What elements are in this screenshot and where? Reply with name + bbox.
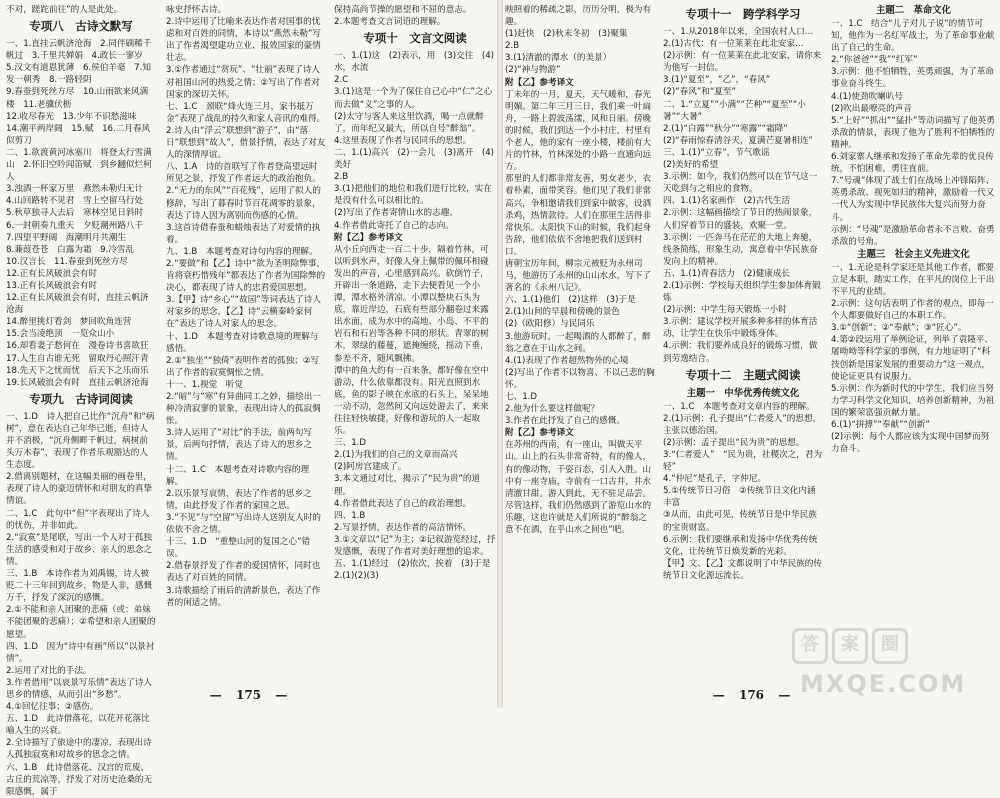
left-page — [0, 0, 497, 797]
subsection-heading: 主题二 革命文化 — [875, 5, 951, 16]
right-page-column-1 — [663, 4, 823, 680]
watermark-box: 答 — [792, 628, 828, 664]
left-page-column-3 — [334, 4, 496, 680]
answer-text: 在苏州的西南，有一座山，叫做天平山。山上的石头非常奇特，有的像人，有的像动物，千姿百态，引人入胜。山中有一座寺庙，寺前有一口古井，井水清澈甘甜。游人到此，无不驻足品尝。 尽管这样，我们仍然感到了游览山水的乐趣，这也许就是人们所说的“醉翁之意不在酒，在乎山水之间也”吧。 — [505, 440, 652, 536]
section-heading: 专项十 文言文阅读 — [363, 31, 467, 46]
answer-text: 一、1.无论是科学家还是其他工作者，都要立足本职，踏实工作，在平凡的岗位上干出不平凡的业绩。 2.示例：这句话表明了作者的观点，即每一个人都要做好自己的本职工作。 3.①“创新”；②“奉献”；③“匠心”。 4.第②段运用了举例论证，列举了袁隆平、屠呦呦等科学家的事例，有力地证明了“科技创新是国家发展的重要动力”这一观点，使论证更具有说服力。 5.示例：作为新时代的中学生，我们应当努力学习科学文化知识，培养创新精神，为祖国的繁荣富强贡献力量。 6.(1)“拼搏”“奉献”“创新” (2)示例：每个人都应该为实现中国梦而努力奋斗。 — [831, 262, 995, 455]
answer-text: 保持高尚节操的愿望和不屈的意志。 2.本题考查文言词语的理解。 — [334, 5, 472, 28]
watermark-box: 案 — [832, 628, 868, 664]
watermark-text: MXQE.COM — [800, 670, 967, 698]
answer-text: 从小丘向西走一百二十步，隔着竹林，可以听到水声，好像人身上佩带的佩环相碰发出的声音，心里感到高兴。砍倒竹子，开辟出一条道路，走下去便看见一个小潭，潭水格外清凉。小潭以整块石头为底，靠近岸边，石底有些部分翻卷过来露出水面，成为水中的高地、小岛、不平的岩石和石岩等各种不同的形状。青翠的树木，翠绿的藤蔓，遮掩缠绕，摇动下垂，参差不齐，随风飘拂。 潭中的鱼大约有一百来条，都好像在空中游动，什么依靠都没有。阳光直照到水底，鱼的影子映在水底的石头上，呆呆地一动不动，忽然间又向远处游去了，来来往往轻快敏捷，好像和游玩的人一起取乐。 三、1.D 2.(1)为我们的自己的文章而高兴 (2)阿房宫建成了。 3.本文通过对比，揭示了“民为贵”的道理。 4.作者借此表达了自己的政治理想。 四、1.B 2.写景抒情，表达作者的高洁情怀。 3.①文章以“记”为主；②记叙游览经过，抒发感慨，表现了作者对美好理想的追求。 五、1.(1)经过 (2)依次，挨着 (3)于是 2.(1)(2)(3) — [334, 244, 496, 582]
answer-text: 一、1.C 本题考查对文章内容的理解。 2.(1)示例：孔子提出“仁者爱人”的思想，主张以德治国。 (2)示例：孟子提出“民为贵”的思想。 3.“仁者爱人” “民为贵，社稷次之，君为轻” 4.“仲尼”是孔子，字仲尼。 5.①传统节日习俗 ②传统节日文化内涵丰富 ③从而，由此可见，传统节日是中华民族的宝贵财富。 6.示例：我们要继承和发扬中华优秀传统文化，让传统节日焕发新的光彩。 【甲】文、【乙】文都说明了中华民族的传统节日文化源远流长。 — [663, 401, 823, 581]
answer-text: 咏史抒怀古诗。 2.诗中运用了比喻来表达作者对国事的忧虑和对百姓的同情，本诗以“燕然未勒”写出了作者渴望建功立业、报效国家的豪情壮志。 3.①作者通过“赏玩”、“壮丽”表现了诗人对祖国山河的热爱之情；②写出了作者对国家的深切关怀。 七、1.C 颈联“烽火连三月，家书抵万金”表现了战乱的持久和家人音讯的难得。 2.诗人由“浮云”联想到“游子”，由“落日”联想到“故人”，借景抒情，表达了对友人的深情厚谊。 八、1.A 诗的首联写了作者登高望远时所见之景，抒发了作者远大的政治抱负。 2.“无力的东风”“百花残”，运用了拟人的修辞，写出了暮春时节百花凋零的景象，表达了诗人因为离别而伤感的心情。 3.这首诗借春蚕和蜡烛表达了对爱情的执着。 九、1.B 本题考查对诗句内容的理解。 2.“要做”和【乙】诗中“欲为圣明除弊事，肯将衰朽惜残年”都表达了作者为国除弊的决心，都表现了诗人的忠君爱国思想。 3.【甲】诗“乡心”“故园”等词表达了诗人对家乡的思念，【乙】诗“云横秦岭家何在”表达了诗人对家人的思念。 十、1.D 本题考查对诗歌意境的理解与感悟。 2.①“独坐”“独倚”表明作者的孤独；②写出了作者的寂寞惆怅之情。 十一、1.视觉 听觉 2.“暗”与“寒”有异曲同工之妙，描绘出一种冷清寂寥的景象，表现出诗人的孤寂惆怅。 3.诗人运用了“对比”的手法，前两句写景，后两句抒情，表达了诗人的思乡之情。 十二、1.C 本题考查对诗歌内容的理解。 2.以乐景写哀情，表达了作者的思乡之情，由此抒发了作者的家国之思。 3.“不见”与“空留”写出诗人送别友人时的依依不舍之情。 十三、1.D “重整山河的复国之心”错误。 2.借春景抒发了作者的爱国情怀，同时也表达了对百姓的同情。 3.诗歌描绘了雨后的清新景色，表达了作者的闲适之情。 — [166, 5, 326, 608]
subsection-heading: 主题一 中华优秀传统文化 — [686, 387, 800, 399]
right-page-column-2 — [831, 4, 996, 680]
left-page-column-2 — [166, 4, 326, 680]
reference-translation-label: 附【乙】参考译文 — [505, 428, 574, 439]
reference-translation-label: 附【乙】参考译文 — [334, 232, 403, 243]
section-heading: 专项十一 跨学科学习 — [685, 7, 801, 21]
answer-text: 一、1.C 结合“儿子对儿子说”的情节可知，他作为一名红军战士，为了革命事业献出了自己的生命。 2.“你爸爸”“我”“红军” 3.示例：他不怕牺牲，英勇顽强，为了革命事业奋斗终生。 4.(1)使劲吹喇叭号 (2)吹出最嘹亮的声音 5.“上好”“抓出”“猛扑”等动词描写了他英勇杀敌的情景，表现了他为了胜利不怕牺牲的精神。 6.刘家寨人继承和发扬了革命先辈的优良传统，不怕困难，勇往直前。 7.“号魂”体现了战士们在战场上冲锋陷阵、英勇杀敌、视死如归的精神，激励着一代又一代人为实现中华民族伟大复兴而努力奋斗。 示例：“号魂”是激励革命者永不言败、奋勇杀敌的号角。 — [831, 19, 995, 247]
answer-text: 映照着的稀疏之影，历历分明，极为有趣。 (1)赶快 (2)秋末冬初 (3)聚集 2.B 3.(1)清澈的潭水（的美景） (2)“神与物游” — [505, 5, 652, 76]
watermark-box: 圈 — [872, 628, 908, 664]
left-page-number: — 175 — — [209, 688, 288, 702]
right-page-number: — 176 — — [712, 688, 791, 702]
answer-text: 一、1.直挂云帆济沧海 2.同伴刷稀千帆过 3.千里共婵娟 4.政长一寥岁 5.汉文有道恩犹薄 6.侯伯羊毫 7.知发一朝秀 8.一路轻阴 9.春蚕到死丝方尽 10.山雨欲来风满楼 11.老骥伏枥 12.收尽春光 13.少年不识愁滋味 14.潮平两岸阔 15.赋 16.二月春风似剪刀 二、1.欲渡黄河冰塞川 将登太行雪满山 2.怀旧空吟闻笛赋 到乡翻似烂柯人 3.浊酒一杯家万里 燕然未勒归无计 4.山回路转不见君 雪上空留马行处 5.秋草独寻人去后 寒林空见日斜时 6.一封朝奏九重天 夕贬潮州路八千 7.四望平野阔 海潮明月共潮生 8.蒹葭苍苍 白露为霜 9.冷雪乱 10.汉言长 11.春蚕到死丝方尽 12.正有长风破浪会有时 13.正有长风破浪会有时 12.正有长风破浪会有时，直挂云帆济沧海 14.醉里挑灯看剑 梦回吹角连营 15.会当凌绝顶 一览众山小 16.却看妻子愁何在 漫卷诗书喜欲狂 17.人生自古谁无死 留取丹心照汗青 18.先天下之忧而忧 后天下之乐而乐 19.长风破浪会有时 直挂云帆济沧海 — [6, 39, 152, 388]
answer-text: 丁未年的一月，夏天，天气暖和，春光明媚。第二年三月三日，我们乘一叶扁舟，一路上碧波荡漾，风和日丽。傍晚的时候，我们到达一个小村庄，村里有个老人，他的家有一座小楼，楼前有大片的竹林，竹林深处的小路一直通向远方。 那里的人们都非常友善，男女老少，衣着朴素，面带笑容。他们见了我们非常高兴，争相邀请我们到家中做客，设酒杀鸡，热情款待。人们在那里生活得非常快乐。太阳快下山的时候，我们起身告辞，他们依依不舍地把我们送到村口。 唐朝宝历年间，柳宗元被贬为永州司马，他游历了永州的山山水水，写下了著名的《永州八记》。 六、1.(1)他们 (2)这样 (3)于是 2.(1)山间的早晨和傍晚的景色 (2)（欧阳修）与民同乐 3.他游玩时，一起喝酒的人都醉了，醉翁之意在于山水之间。 4.(1)表现了作者超然物外的心境 (2)写出了作者不以物喜、不以己悲的胸怀。 七、1.D 2.他为什么要这样做呢？ 3.作者在此抒发了自己的感慨。 — [505, 89, 655, 427]
section-heading: 专项九 古诗词阅读 — [29, 391, 133, 406]
answer-text: 一、1.从2018年以来，全国农村人口… 2.(1)古代：有一位莱莱在此北安家… (2)示例：有一位莱莱在此北安家，请你来为他写一封信。 3.(1)“夏至”，“乙”，“春风” (2)“春风”和“夏至” 二、1.“立夏”“小满”“芒种”“夏至”“小暑”“大暑” 2.(1)“白露”“秋分”“寒露”“霜降” (2)“春雨惊春清谷天，夏满芒夏暑相连” 三、1.(1)“立春”，节气歌谣 (2)美好的希望 3.示例：如今，我们仍然可以在节气这一天吃到与之相应的食物。 四、1.(1)名家画作 (2)古代生活 2.示例：这幅画描绘了节日的热闹景象，人们穿着节日的盛装，欢聚一堂。 3.示例：一匹奔马在茫茫的大地上奔驰，线条简练，形象生动，寓意着中华民族奋发向上的精神。 五、1.(1)青春活力 (2)健康成长 2.(1)示例：学校每天组织学生参加体育锻炼 (2)示例：中学生每天锻炼一小时 3.示例：建议学校开展多种多样的体育活动，让学生在快乐中锻炼身体。 4.示例：我们要养成良好的锻炼习惯，做到劳逸结合。 — [663, 27, 822, 364]
watermark-logo — [792, 628, 992, 700]
subsection-heading: 主题三 社会主义先进文化 — [857, 248, 970, 260]
right-page — [503, 0, 1000, 708]
left-page-column-1 — [6, 4, 156, 797]
answer-text: 一、1.(1)这 (2)表示，用 (3)交往 (4)水，水流 2.C 3.(1)这是一个为了保住自己心中“仁”之心而去做“义”之事的人。 (2)太守与客人来这里饮酒，喝一点就醉了，而年纪又最大，所以自号“醉翁”。 4.这里表现了作者与民同乐的思想。 二、1.(1)高兴 (2)一会儿 (3)离开 (4)美好 2.B 3.(1)把他们的地位和我们进行比较，实在是没有什么可以相比的。 (2)写出了作者寄情山水的志趣。 4.作者借此寄托了自己的志向。 — [334, 51, 495, 231]
section-heading: 专项十二 主题式阅读 — [685, 367, 801, 382]
answer-text: 不对，蹉跎前往”的人是此处。 — [6, 5, 123, 15]
answer-text: 一、1.D 诗人把自己比作“沉舟”和“病树”，意在表达自己年华已逝，但诗人并不消极，“沉舟侧畔千帆过，病树前头万木春”，表现了作者乐观豁达的人生态度。 2.借离别题材，在这幅美丽的画卷里，表现了诗人的豪迈情怀和对朋友的真挚情谊。 二、1.C 此句中“但”字表现出了诗人的忧伤，并非如此。 2.“寂寞”是尾联，写出一个人对于孤独生活的感受和对于故乡、亲人的思念之情。 三、1.B 本诗作者为刘禹锡，诗人被贬二十三年回到故乡，物是人非，感慨万千，抒发了深沉的感慨。 2.①不能和亲人团聚的悲痛（或：弟妹不能团聚的悲痛）；②希望和亲人团聚的愿望。 四、1.D 因为“诗中有画”所以“以景衬情”。 2.运用了对比的手法。 3.作者借用“以哀景写乐情”表达了诗人思乡的情感，从而引出“乡愁”。 4.①回忆往事；②感伤。 五、1.D 此诗借落花，以花开花落比喻人生的兴衰。 2.全诗描写了旅途中的凄凉，表现出诗人孤独寂寞和对故乡的思念之情。 六、1.B 此诗借落花、汉宫的荒废、古丘的荒凉等，抒发了对历史沧桑的无限感慨，属于 — [6, 411, 156, 797]
section-heading: 专项八 古诗文默写 — [29, 19, 133, 34]
reference-translation-label: 附【乙】参考译文 — [505, 77, 574, 88]
right-page-column-0 — [505, 4, 655, 680]
